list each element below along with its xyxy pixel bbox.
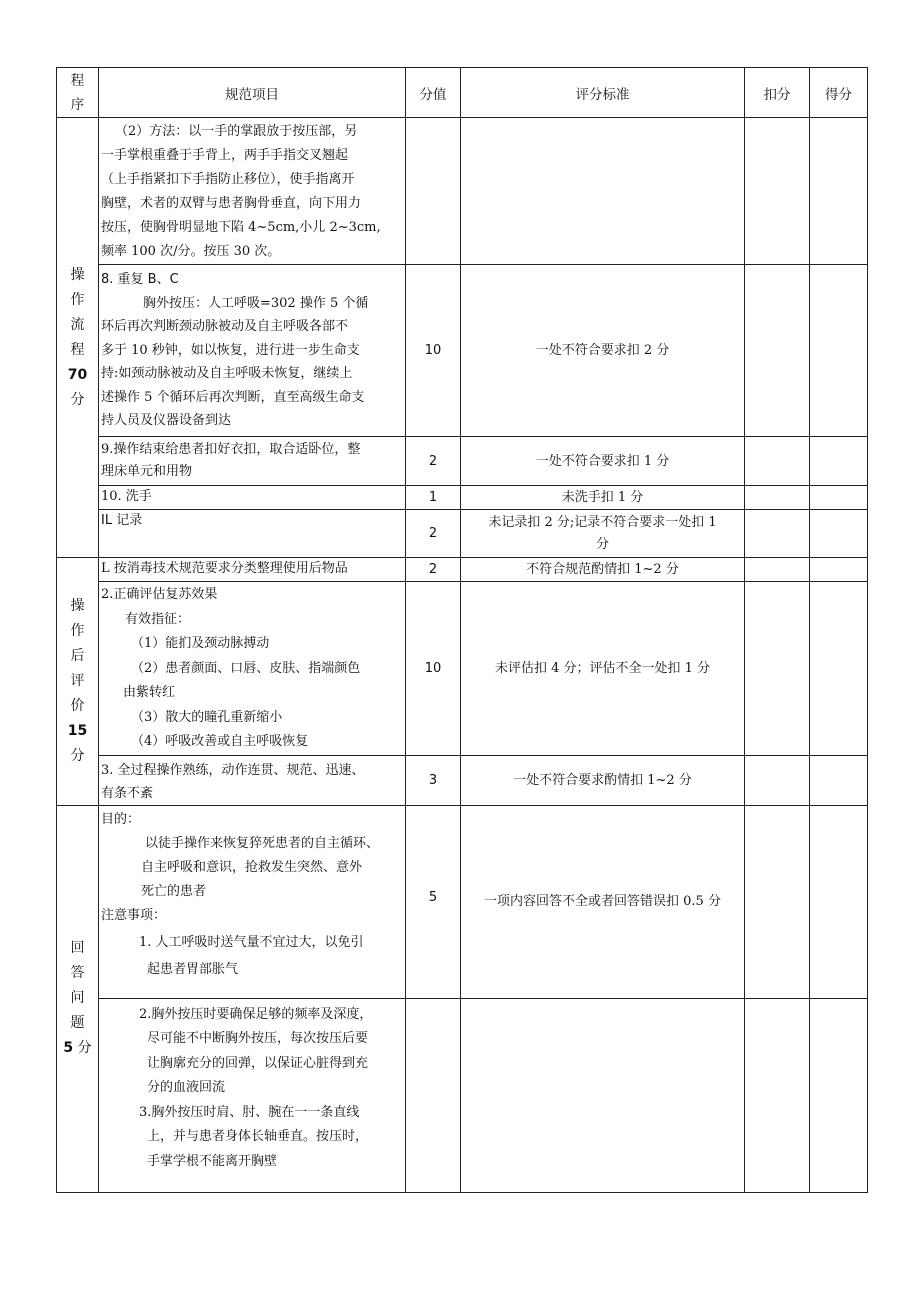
- item-purpose: [99, 805, 406, 998]
- section-post-eval-char: 后: [70, 647, 85, 664]
- section-qa-char: 问: [70, 990, 85, 1006]
- section-post-eval-char: 价: [70, 697, 85, 714]
- item-skill: [99, 755, 406, 805]
- section-operation-char: 流: [70, 316, 85, 333]
- score-cell: 3: [406, 755, 461, 805]
- deduct-cell: [745, 755, 810, 805]
- obtained-cell: [810, 118, 868, 265]
- section-operation-unit: 分: [70, 391, 85, 408]
- table-row: [57, 510, 868, 558]
- item-line: 3. 全过程操作熟练，动作连贯、规范、迅速、: [101, 762, 365, 778]
- score-cell: 10: [406, 582, 461, 756]
- table-row: [57, 118, 868, 265]
- table-row: [57, 486, 868, 510]
- criteria-cell: 未洗手扣 1 分: [461, 486, 745, 510]
- score-cell: 2: [406, 510, 461, 558]
- item-line: 由紫转红: [123, 685, 176, 700]
- item-line: 按压，使胸骨明显地下陷 4~5cm,小儿 2~3cm,: [101, 220, 381, 235]
- header-obtained: 得分: [810, 68, 868, 118]
- deduct-cell: [745, 510, 810, 558]
- item-method: [99, 118, 406, 265]
- section-qa-unit: 分: [77, 1040, 92, 1056]
- header-row: [57, 68, 868, 118]
- obtained-cell: [810, 582, 868, 756]
- deduct-cell: [745, 998, 810, 1192]
- header-criteria: 评分标准: [461, 68, 745, 118]
- criteria-line: 未记录扣 2 分;记录不符合要求一处扣 1: [488, 514, 717, 530]
- header-deduct: 扣分: [745, 68, 810, 118]
- item-line: 理床单元和用物: [101, 464, 193, 479]
- obtained-cell: [810, 805, 868, 998]
- deduct-cell: [745, 805, 810, 998]
- item-line: 述操作 5 个循环后再次判断，直至高级生命支: [101, 389, 365, 405]
- section-post-eval-unit: 分: [70, 747, 85, 764]
- item-line: 死亡的患者: [141, 883, 207, 899]
- item-line: 频率 100 次/分。按压 30 次。: [101, 244, 281, 259]
- obtained-cell: [810, 755, 868, 805]
- item-line: 胸外按压：人工呼吸=302 操作 5 个循: [143, 295, 369, 311]
- item-line: 上，并与患者身体长轴垂直。按压时，: [147, 1129, 369, 1144]
- item-line: 有效指征：: [125, 611, 191, 627]
- item-assess: [99, 582, 406, 756]
- obtained-cell: [810, 437, 868, 486]
- criteria-cell: 一处不符合要求扣 1 分: [461, 437, 745, 486]
- section-operation-char: 操: [70, 266, 85, 283]
- deduct-cell: [745, 582, 810, 756]
- item-line: 持:如颈动脉被动及自主呼吸未恢复，继续上: [101, 366, 353, 381]
- obtained-cell: [810, 510, 868, 558]
- item-line: （3）散大的瞳孔重新缩小: [131, 709, 283, 725]
- item-line: 手掌学根不能离开胸壁: [147, 1153, 278, 1169]
- section-operation: [57, 118, 99, 558]
- section-qa-char: 回: [70, 940, 85, 956]
- item-line: 2.胸外按压时要确保足够的频率及深度，: [139, 1006, 373, 1022]
- deduct-cell: [745, 437, 810, 486]
- deduct-cell: [745, 265, 810, 437]
- obtained-cell: [810, 558, 868, 582]
- criteria-cell: 不符合规范酌情扣 1~2 分: [461, 558, 745, 582]
- item-record: IL 记录: [99, 510, 406, 558]
- item-line: 3.胸外按压时肩、肘、腕在一一条直线: [139, 1104, 360, 1120]
- section-post-eval-char: 评: [70, 672, 85, 689]
- item-wash: 10. 洗手: [99, 486, 406, 510]
- item-line: 1. 人工呼吸时送气量不宜过大，以免引: [139, 934, 364, 950]
- item-line: 尽可能不中断胸外按压，每次按压后要: [147, 1031, 369, 1046]
- item-line: （4）呼吸改善或自主呼吸恢复: [131, 734, 309, 749]
- score-cell: 2: [406, 558, 461, 582]
- item-disinfect: L 按消毒技术规范要求分类整理使用后物品: [99, 558, 406, 582]
- item-line: 注意事项：: [101, 907, 167, 923]
- item-line: （2）方法：以一手的掌跟放于按压部，另: [115, 124, 358, 139]
- item-line: 以徒手操作来恢复猝死患者的自主循环、: [145, 835, 380, 851]
- table-row: [57, 265, 868, 437]
- deduct-cell: [745, 486, 810, 510]
- item-line: 胸壁，术者的双臂与患者胸骨垂直，向下用力: [101, 196, 362, 211]
- section-post-eval: [57, 558, 99, 806]
- header-procedure: [57, 68, 99, 118]
- item-line: 有条不紊: [101, 785, 154, 801]
- section-operation-char: 程: [70, 341, 85, 358]
- score-cell: [406, 118, 461, 265]
- section-operation-points: 70: [67, 366, 88, 383]
- item-line: 9.操作结束给患者扣好衣扣，取合适卧位，整: [101, 442, 361, 457]
- item-line: 分的血液回流: [147, 1080, 226, 1095]
- obtained-cell: [810, 486, 868, 510]
- criteria-cell: [461, 998, 745, 1192]
- section-qa-char: 题: [70, 1015, 85, 1031]
- criteria-cell: 一项内容回答不全或者回答错误扣 0.5 分: [461, 805, 745, 998]
- section-qa-points: 5: [63, 1040, 74, 1056]
- table-row: [57, 998, 868, 1192]
- item-line: 2.正确评估复苏效果: [101, 587, 218, 602]
- deduct-cell: [745, 558, 810, 582]
- score-cell: 10: [406, 265, 461, 437]
- deduct-cell: [745, 118, 810, 265]
- item-repeat: [99, 265, 406, 437]
- item-line: （上手指紧扣下手指防止移位），使手指离开: [101, 172, 355, 187]
- table-row: [57, 582, 868, 756]
- item-notes: [99, 998, 406, 1192]
- criteria-cell: 未评估扣 4 分；评估不全一处扣 1 分: [461, 582, 745, 756]
- criteria-cell: 一处不符合要求扣 2 分: [461, 265, 745, 437]
- section-qa: [57, 805, 99, 1192]
- item-line: 目的：: [101, 811, 141, 827]
- item-line: （2）患者颜面、口唇、皮肤、指端颜色: [131, 660, 361, 676]
- criteria-line: 分: [595, 536, 609, 552]
- item-line: 起患者胃部胀气: [147, 961, 239, 977]
- obtained-cell: [810, 998, 868, 1192]
- item-line: 持人员及仪器设备到达: [101, 413, 232, 428]
- score-cell: [406, 998, 461, 1192]
- item-line: 环后再次判断颈动脉被动及自主呼吸各部不: [101, 319, 349, 334]
- item-line: 让胸廓充分的回弹，以保证心脏得到充: [147, 1055, 369, 1071]
- criteria-cell: [461, 118, 745, 265]
- section-post-eval-points: 15: [67, 722, 88, 739]
- table-row: [57, 558, 868, 582]
- item-line: 8. 重复 B、C: [101, 272, 179, 287]
- header-item: 规范项目: [99, 68, 406, 118]
- section-post-eval-char: 操: [70, 597, 85, 614]
- score-cell: 1: [406, 486, 461, 510]
- table-row: [57, 805, 868, 998]
- item-line: （1）能扪及颈动脉搏动: [131, 636, 270, 651]
- table-row: [57, 755, 868, 805]
- criteria-cell: [461, 510, 745, 558]
- header-score: 分值: [406, 68, 461, 118]
- item-line: 多于 10 秒钟，如以恢复，进行进一步生命支: [101, 342, 360, 358]
- item-finish: [99, 437, 406, 486]
- criteria-cell: 一处不符合要求酌情扣 1~2 分: [461, 755, 745, 805]
- score-cell: 5: [406, 805, 461, 998]
- score-cell: 2: [406, 437, 461, 486]
- header-procedure-text: 程序: [70, 72, 85, 113]
- item-line: 一手掌根重叠于手背上，两手手指交叉翘起: [101, 148, 349, 163]
- item-line: 自主呼吸和意识，抢救发生突然、意外: [141, 859, 363, 875]
- table-row: [57, 437, 868, 486]
- section-operation-char: 作: [70, 291, 85, 308]
- scoring-table: [56, 67, 868, 1193]
- section-post-eval-char: 作: [70, 622, 85, 639]
- obtained-cell: [810, 265, 868, 437]
- section-qa-char: 答: [70, 965, 85, 981]
